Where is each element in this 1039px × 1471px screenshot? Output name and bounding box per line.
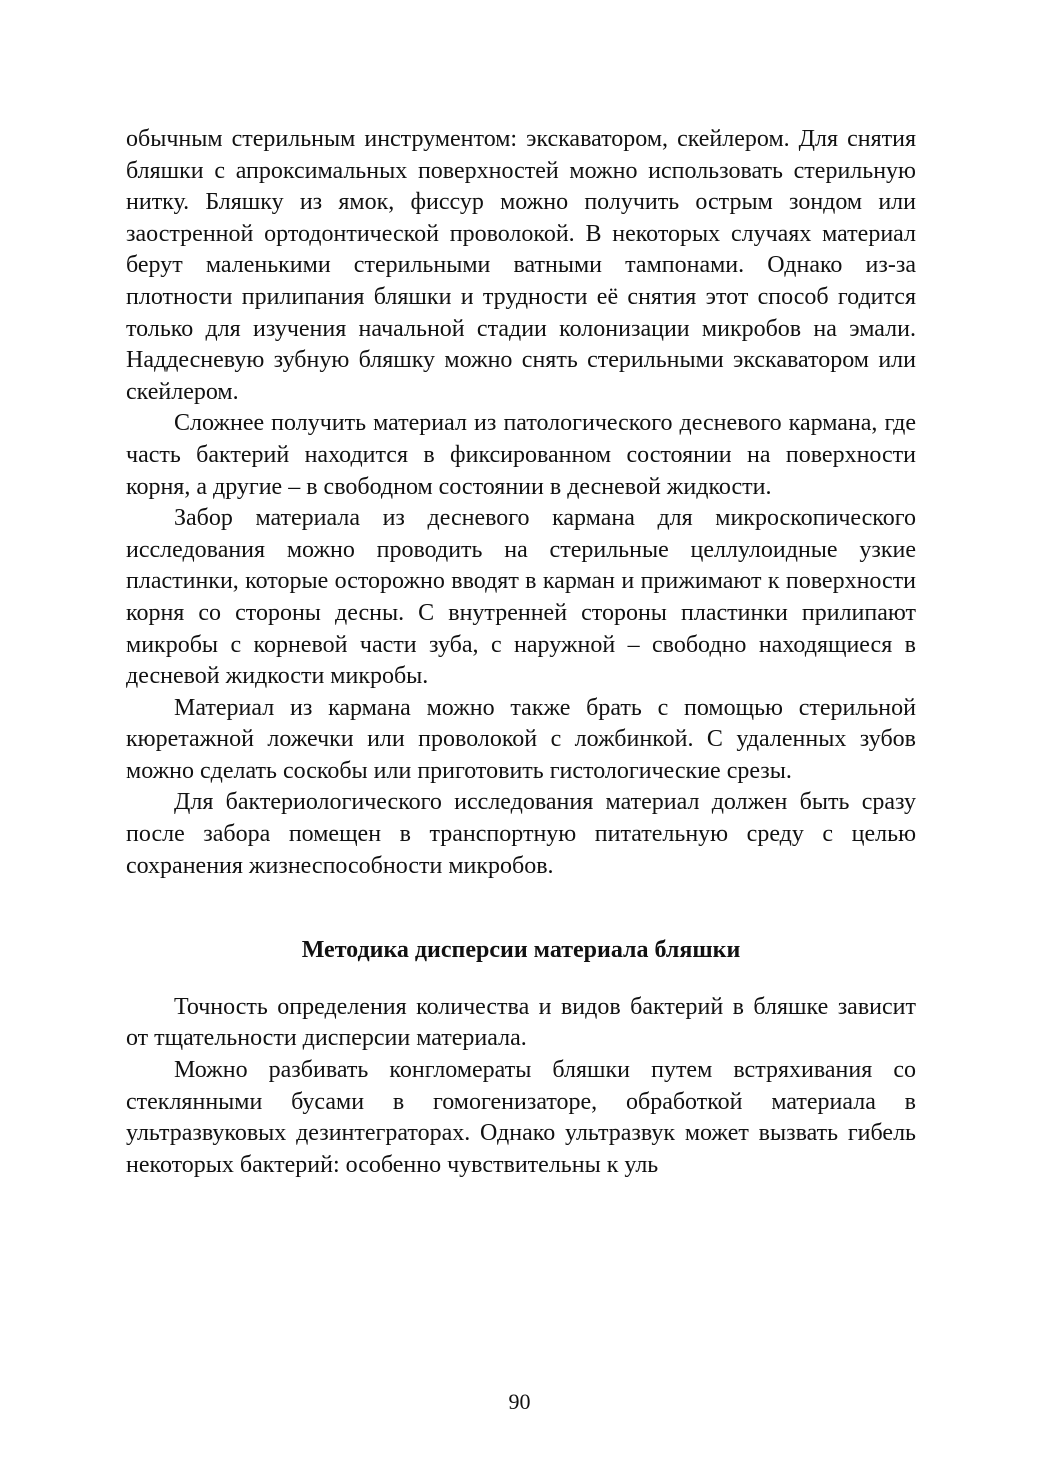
paragraph-6: Точность определения количества и видов бактерий в бляшке зависит от тщательности дисперсии материала. <box>126 993 916 1052</box>
paragraph-2: Сложнее получить материал из патологического десневого кармана, где часть бактерий находится в фиксированном состоянии на поверхности корня, а другие – в свободном состоянии в десневой жидкости. <box>126 410 916 500</box>
section-heading: Методика дисперсии материала бляшки <box>301 937 741 964</box>
paragraph-3: Забор материала из десневого кармана для микроскопического исследования можно проводить на стерильные целлулоидные узкие пластинки, которые осторожно вводят в карман и прижимают к поверхности корня со стороны десны. С внутренней стороны пластинки прилипают микробы с корневой части зуба, с наружной – свободно находящиеся в десневой жидкости микробы. <box>126 505 916 690</box>
paragraph-5: Для бактериологического исследования материал должен быть сразу после забора помещен в транспортную питательную среду с целью сохранения жизнеспособности микробов. <box>126 789 916 879</box>
page-number: 90 <box>508 1389 531 1414</box>
paragraph-7: Можно разбивать конгломераты бляшки путем встряхивания со стеклянными бусами в гомогенизаторе, обработкой материала в ультразвуковых дезинтеграторах. Однако ультразвук может вызвать гибель некоторых бактерий: особенно чувствительны к уль <box>126 1057 916 1178</box>
page-body <box>126 124 916 1181</box>
paragraph-1: обычным стерильным инструментом: экскаватором, скейлером. Для снятия бляшки с апроксимальных поверхностей можно использовать стерильную нитку. Бляшку из ямок, фиссур можно получить острым зондом или заостренной ортодонтической проволокой. В некоторых случаях материал берут маленькими стерильными ватными тампонами. Однако из-за плотности прилипания бляшки и трудности её снятия этот способ годится только для изучения начальной стадии колонизации микробов на эмали. Наддесневую зубную бляшку можно снять стерильными экскаватором или скейлером. <box>126 126 916 405</box>
paragraph-4: Материал из кармана можно также брать с помощью стерильной кюретажной ложечки или проволокой с ложбинкой. С удаленных зубов можно сделать соскобы или приготовить гистологические срезы. <box>126 694 916 784</box>
